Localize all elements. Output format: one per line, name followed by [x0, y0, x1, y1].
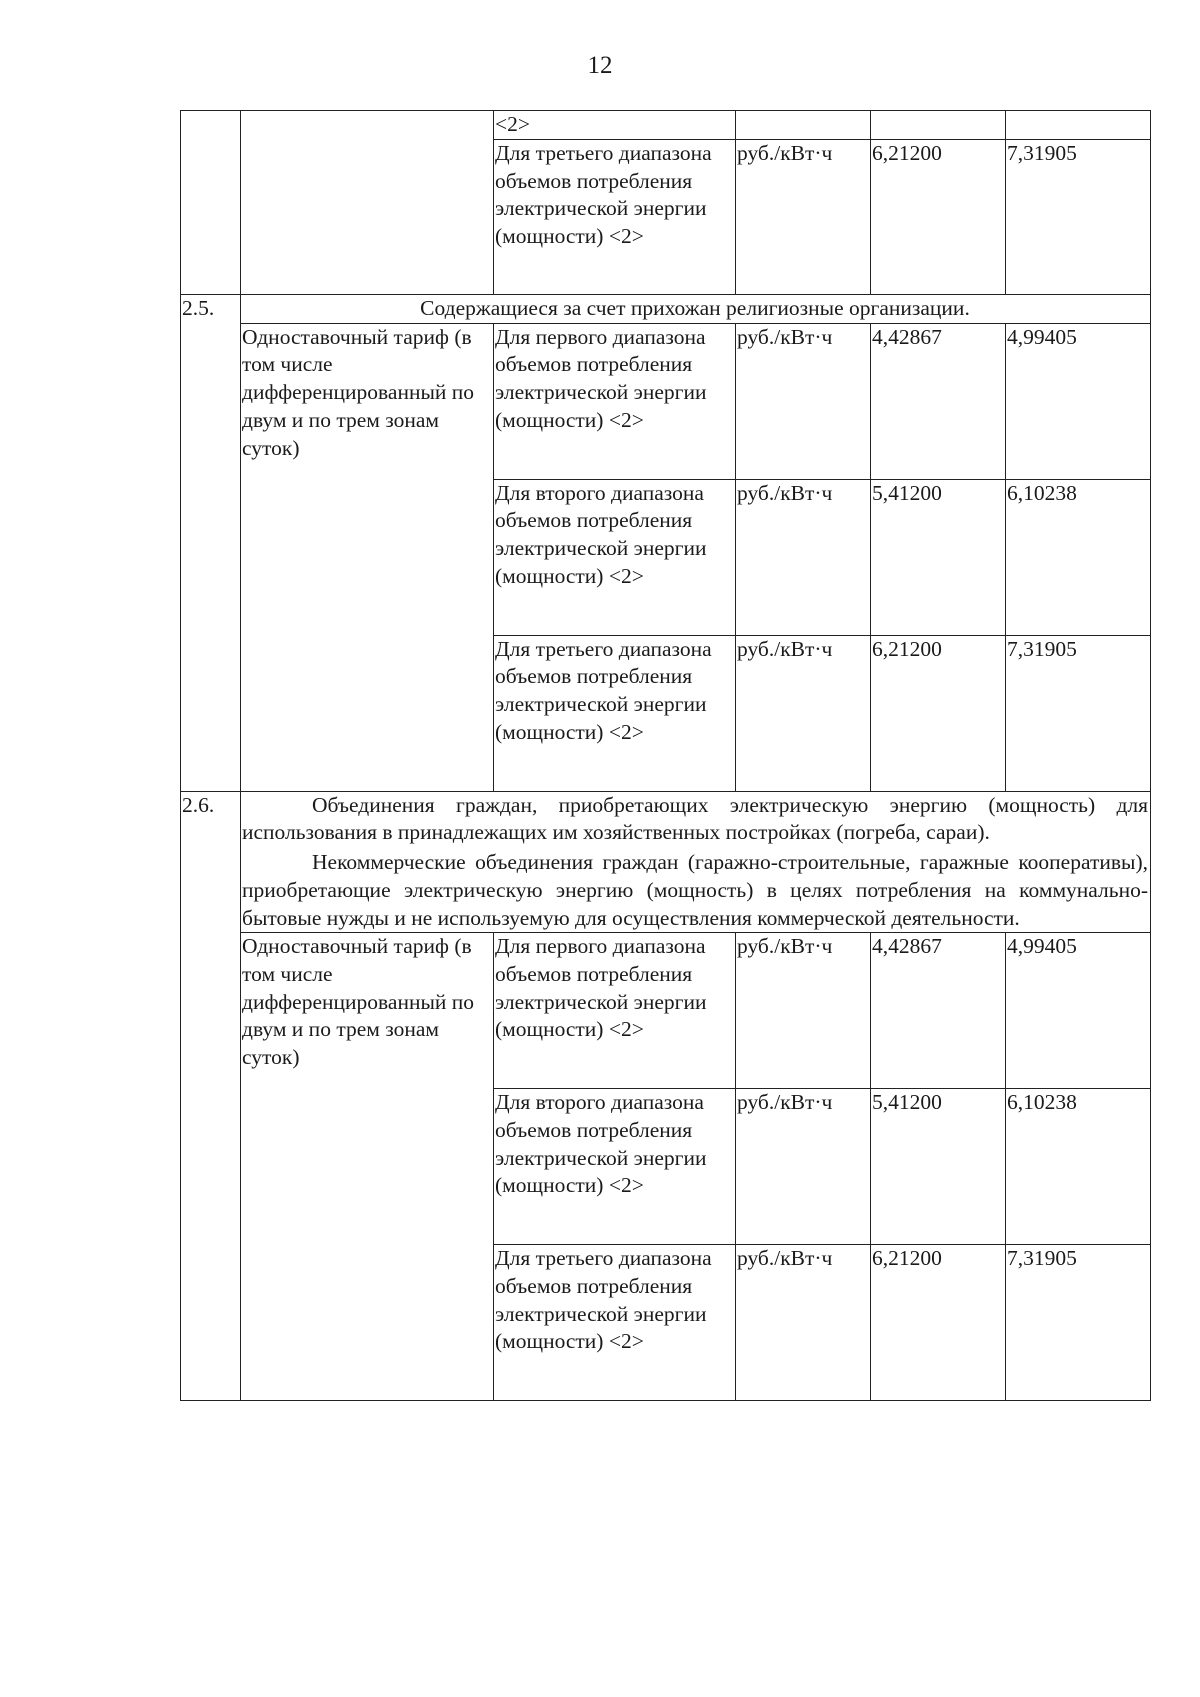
value-cell-2: 4,99405: [1006, 323, 1151, 479]
value-cell-2: 4,99405: [1006, 933, 1151, 1089]
range-cell: Для третьего диапазона объемов потребления электрической энергии (мощности) <2>: [494, 1245, 736, 1401]
value-cell-1: 6,21200: [871, 140, 1006, 295]
number-cell-empty: [181, 111, 241, 295]
section-number: 2.6.: [181, 791, 241, 1401]
value-cell-1: 6,21200: [871, 635, 1006, 791]
range-cell: Для третьего диапазона объемов потребления электрической энергии (мощности) <2>: [494, 635, 736, 791]
value-cell-empty: [871, 111, 1006, 140]
unit-cell: руб./кВт·ч: [736, 479, 871, 635]
range-cell: Для третьего диапазона объемов потребления электрической энергии (мощности) <2>: [494, 140, 736, 295]
section-paragraph: Некоммерческие объединения граждан (гаражно-строительные, гаражные кооперативы), приобретающие электрическую энергию (мощность) в целях потребления на коммунально-бытовые нужды и не используемую для осуществления коммерческой деятельности.: [242, 850, 1148, 930]
range-cell: Для второго диапазона объемов потребления электрической энергии (мощности) <2>: [494, 1089, 736, 1245]
value-cell-2: 6,10238: [1006, 479, 1151, 635]
range-cell-continued: <2>: [494, 111, 736, 140]
section-header-row: [181, 791, 1151, 933]
section-number: 2.5.: [181, 295, 241, 792]
table-row: [181, 323, 1151, 479]
unit-cell: руб./кВт·ч: [736, 140, 871, 295]
unit-cell: руб./кВт·ч: [736, 1089, 871, 1245]
section-title: Содержащиеся за счет прихожан религиозные организации.: [241, 295, 1151, 324]
unit-cell: руб./кВт·ч: [736, 635, 871, 791]
tariff-type-cell-empty: [241, 111, 494, 295]
value-cell-2: 7,31905: [1006, 1245, 1151, 1401]
value-cell-1: 4,42867: [871, 933, 1006, 1089]
value-cell-2: 7,31905: [1006, 635, 1151, 791]
value-cell-2: 6,10238: [1006, 1089, 1151, 1245]
range-cell: Для второго диапазона объемов потребления электрической энергии (мощности) <2>: [494, 479, 736, 635]
tariff-type-cell: Одноставочный тариф (в том числе дифференцированный по двум и по трем зонам суток): [241, 323, 494, 791]
tariff-table: [180, 110, 1151, 1401]
value-cell-1: 5,41200: [871, 479, 1006, 635]
value-cell-1: 5,41200: [871, 1089, 1006, 1245]
value-cell-1: 4,42867: [871, 323, 1006, 479]
value-cell-empty: [1006, 111, 1151, 140]
unit-cell: руб./кВт·ч: [736, 1245, 871, 1401]
unit-cell-empty: [736, 111, 871, 140]
range-cell: Для первого диапазона объемов потребления электрической энергии (мощности) <2>: [494, 323, 736, 479]
table-row: [181, 111, 1151, 140]
tariff-type-cell: Одноставочный тариф (в том числе дифференцированный по двум и по трем зонам суток): [241, 933, 494, 1401]
range-cell: Для первого диапазона объемов потребления электрической энергии (мощности) <2>: [494, 933, 736, 1089]
value-cell-2: 7,31905: [1006, 140, 1151, 295]
value-cell-1: 6,21200: [871, 1245, 1006, 1401]
unit-cell: руб./кВт·ч: [736, 933, 871, 1089]
section-header-row: [181, 295, 1151, 324]
section-paragraph: Объединения граждан, приобретающих электрическую энергию (мощность) для использования в принадлежащих им хозяйственных постройках (погреба, сараи).: [242, 792, 1148, 845]
section-description: [241, 791, 1151, 933]
table-row: [181, 933, 1151, 1089]
unit-cell: руб./кВт·ч: [736, 323, 871, 479]
page-number: 12: [587, 52, 613, 79]
